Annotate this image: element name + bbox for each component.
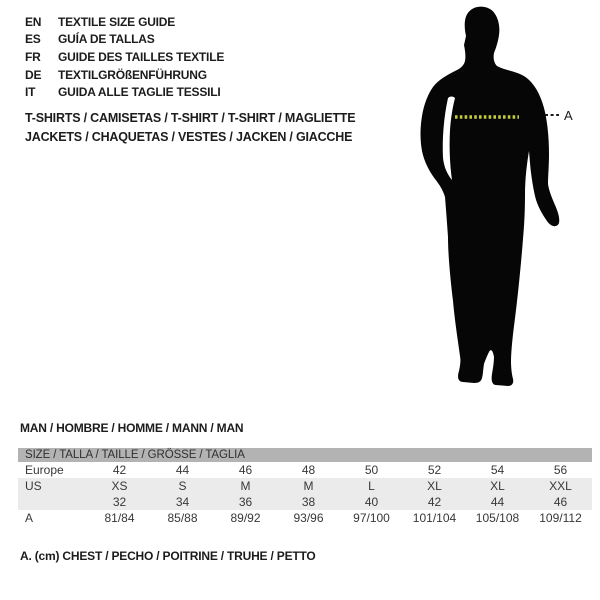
table-cell: 32 <box>112 495 127 509</box>
table-cell: 52 <box>427 463 442 477</box>
table-cell: 44 <box>490 495 505 509</box>
language-code: IT <box>25 85 36 100</box>
language-label: GUIDE DES TAILLES TEXTILE <box>58 49 225 64</box>
table-cell: XL <box>490 479 505 493</box>
table-cell: 56 <box>553 463 568 477</box>
table-cell: 34 <box>175 495 190 509</box>
table-cell: 38 <box>301 495 316 509</box>
table-cell: XL <box>427 479 442 493</box>
table-cell: 89/92 <box>230 511 261 525</box>
row-label: US <box>25 479 42 493</box>
table-cell: 81/84 <box>104 511 135 525</box>
man-silhouette-icon <box>421 7 560 386</box>
language-row-en <box>25 13 224 31</box>
table-cell: M <box>240 479 251 493</box>
table-cell: S <box>178 479 187 493</box>
table-cell: 44 <box>175 463 190 477</box>
table-cell: 50 <box>364 463 379 477</box>
table-cell: 105/108 <box>475 511 520 525</box>
row-label: A <box>25 511 34 525</box>
language-row-it <box>25 83 224 101</box>
table-cell: 109/112 <box>539 511 582 525</box>
table-cell: 46 <box>553 495 568 509</box>
table-cell: 40 <box>364 495 379 509</box>
section-title-man: MAN / HOMBRE / HOMME / MANN / MAN <box>20 421 244 435</box>
language-label: GUIDA ALLE TAGLIE TESSILI <box>58 85 221 100</box>
table-cell: 36 <box>238 495 253 509</box>
language-list <box>25 13 224 101</box>
language-code: FR <box>25 49 41 64</box>
table-cell: XS <box>111 479 128 493</box>
table-cell: 85/88 <box>167 511 198 525</box>
table-row-us-numeric <box>18 494 592 510</box>
table-cell: 48 <box>301 463 316 477</box>
table-row-chest-a <box>18 510 592 526</box>
table-row-europe <box>18 462 592 478</box>
language-code: DE <box>25 67 42 82</box>
language-label: TEXTILGRÖßENFÜHRUNG <box>58 67 207 82</box>
table-cell: L <box>368 479 375 493</box>
category-line-tshirts: T-SHIRTS / CAMISETAS / T-SHIRT / T-SHIRT / MAGLIETTE <box>25 111 356 125</box>
table-cell: 93/96 <box>293 511 324 525</box>
category-lines <box>25 109 355 147</box>
table-cell: M <box>303 479 314 493</box>
table-cell: 101/104 <box>412 511 457 525</box>
language-row-fr <box>25 48 224 66</box>
language-code: ES <box>25 32 41 47</box>
category-line-jackets: JACKETS / CHAQUETAS / VESTES / JACKEN / GIACCHE <box>25 130 353 144</box>
table-cell: 42 <box>112 463 127 477</box>
man-silhouette-figure <box>395 0 600 400</box>
language-code: EN <box>25 14 42 29</box>
table-cell: 46 <box>238 463 253 477</box>
measurement-label-a: A <box>564 108 573 123</box>
table-cell: 97/100 <box>353 511 390 525</box>
language-row-es <box>25 31 224 49</box>
table-cell: XXL <box>549 479 572 493</box>
size-table <box>18 448 592 526</box>
language-label: TEXTILE SIZE GUIDE <box>58 14 176 29</box>
size-table-header: SIZE / TALLA / TAILLE / GRÖSSE / TAGLIA <box>18 448 592 462</box>
row-label: Europe <box>25 463 64 477</box>
language-row-de <box>25 66 224 84</box>
language-label: GUÍA DE TALLAS <box>58 32 155 47</box>
table-cell: 42 <box>427 495 442 509</box>
table-cell: 54 <box>490 463 505 477</box>
table-row-us <box>18 478 592 494</box>
measurement-footnote: A. (cm) CHEST / PECHO / POITRINE / TRUHE / PETTO <box>20 549 316 563</box>
